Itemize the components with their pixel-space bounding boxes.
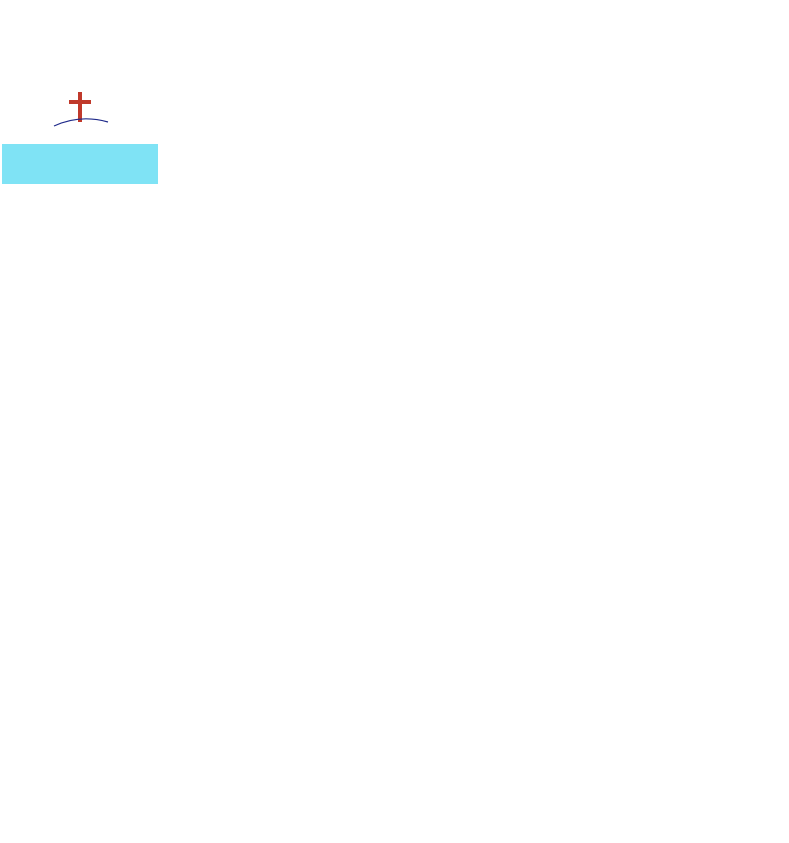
page-title xyxy=(158,4,784,76)
weigh-in-sheet xyxy=(2,4,784,843)
boat-finish-header xyxy=(702,144,784,184)
total-boat-weight-header xyxy=(462,144,542,184)
end-time-label xyxy=(622,78,784,98)
org-title xyxy=(2,4,158,76)
fish-column-header xyxy=(249,144,300,184)
end-time-value xyxy=(622,98,784,144)
names-column-header xyxy=(2,144,158,184)
bigfish-column-header xyxy=(393,144,462,184)
net-team-weight-header xyxy=(622,144,702,184)
start-time-label xyxy=(462,78,622,98)
tcba-logo xyxy=(4,78,156,142)
dead-column-header xyxy=(300,144,346,184)
penalty-weight-header xyxy=(542,144,622,184)
logo-graphic xyxy=(4,78,156,142)
tournament-value xyxy=(158,98,462,144)
start-time-value xyxy=(462,98,622,144)
cross-icon xyxy=(69,92,91,122)
tournament-label xyxy=(158,78,462,98)
team-column-header xyxy=(198,144,249,184)
paid-column-header xyxy=(158,144,198,184)
late-column-header xyxy=(346,144,393,184)
